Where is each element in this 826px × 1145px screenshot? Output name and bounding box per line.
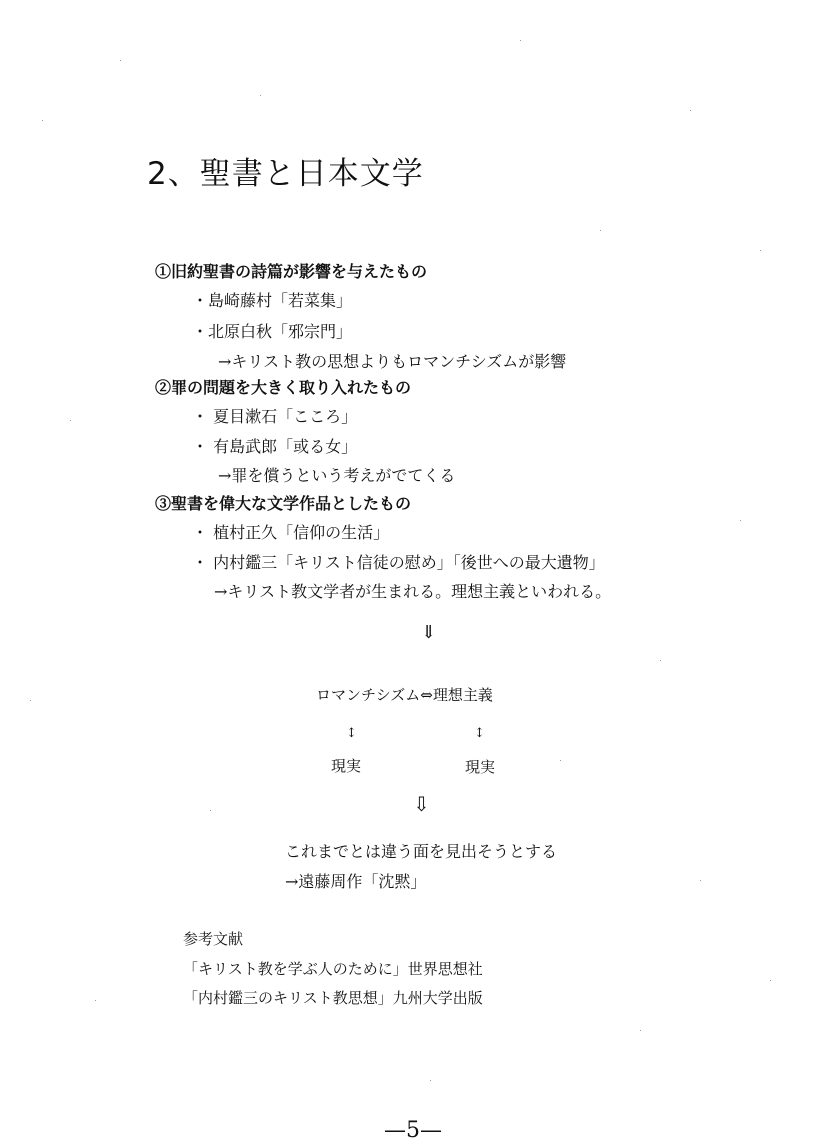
romanticism-idealism-relation: ロマンチシズム⇔理想主義 [316, 686, 493, 704]
section-2-item-2: ・ 有島武郎「或る女」 [192, 437, 358, 456]
double-down-arrow-icon: ⇓ [421, 622, 437, 643]
up-down-arrow-icon-right: ↕ [474, 726, 485, 741]
reality-label-left: 現実 [331, 757, 362, 775]
section-1-item-1: ・島崎藤村「若菜集」 [192, 291, 353, 310]
section-2-heading: ②罪の問題を大きく取り入れたもの [155, 378, 412, 397]
hollow-down-arrow-icon: ⇩ [413, 792, 430, 816]
conclusion-note: →遠藤周作「沈黙」 [285, 872, 427, 891]
reference-item-2: 「内村鑑三のキリスト教思想」九州大学出版 [183, 989, 483, 1007]
conclusion-text: これまでとは違う面を見出そうとする [285, 842, 558, 861]
section-1-heading: ①旧約聖書の詩篇が影響を与えたもの [155, 262, 428, 281]
section-1-note: →キリスト教の思想よりもロマンチシズムが影響 [218, 352, 567, 371]
section-3-item-2: ・ 内村鑑三「キリスト信徒の慰め」「後世への最大遺物」 [192, 553, 605, 572]
section-1-item-2: ・北原白秋「邪宗門」 [192, 322, 353, 341]
section-3-heading: ③聖書を偉大な文学作品としたもの [155, 494, 412, 513]
section-3-note: →キリスト教文学者が生まれる。理想主義といわれる。 [214, 582, 612, 601]
page-title: 2、聖書と日本文学 [147, 156, 424, 192]
reference-item-1: 「キリスト教を学ぶ人のために」世界思想社 [183, 960, 483, 978]
section-3-item-1: ・ 植村正久「信仰の生活」 [192, 523, 390, 542]
section-2-item-1: ・ 夏目漱石「こころ」 [192, 407, 358, 426]
section-2-note: →罪を償うという考えがでてくる [218, 466, 456, 485]
reality-label-right: 現実 [465, 758, 496, 776]
page-number: —5— [384, 1118, 442, 1143]
references-label: 参考文献 [183, 930, 244, 948]
up-down-arrow-icon-left: ↕ [346, 726, 357, 741]
